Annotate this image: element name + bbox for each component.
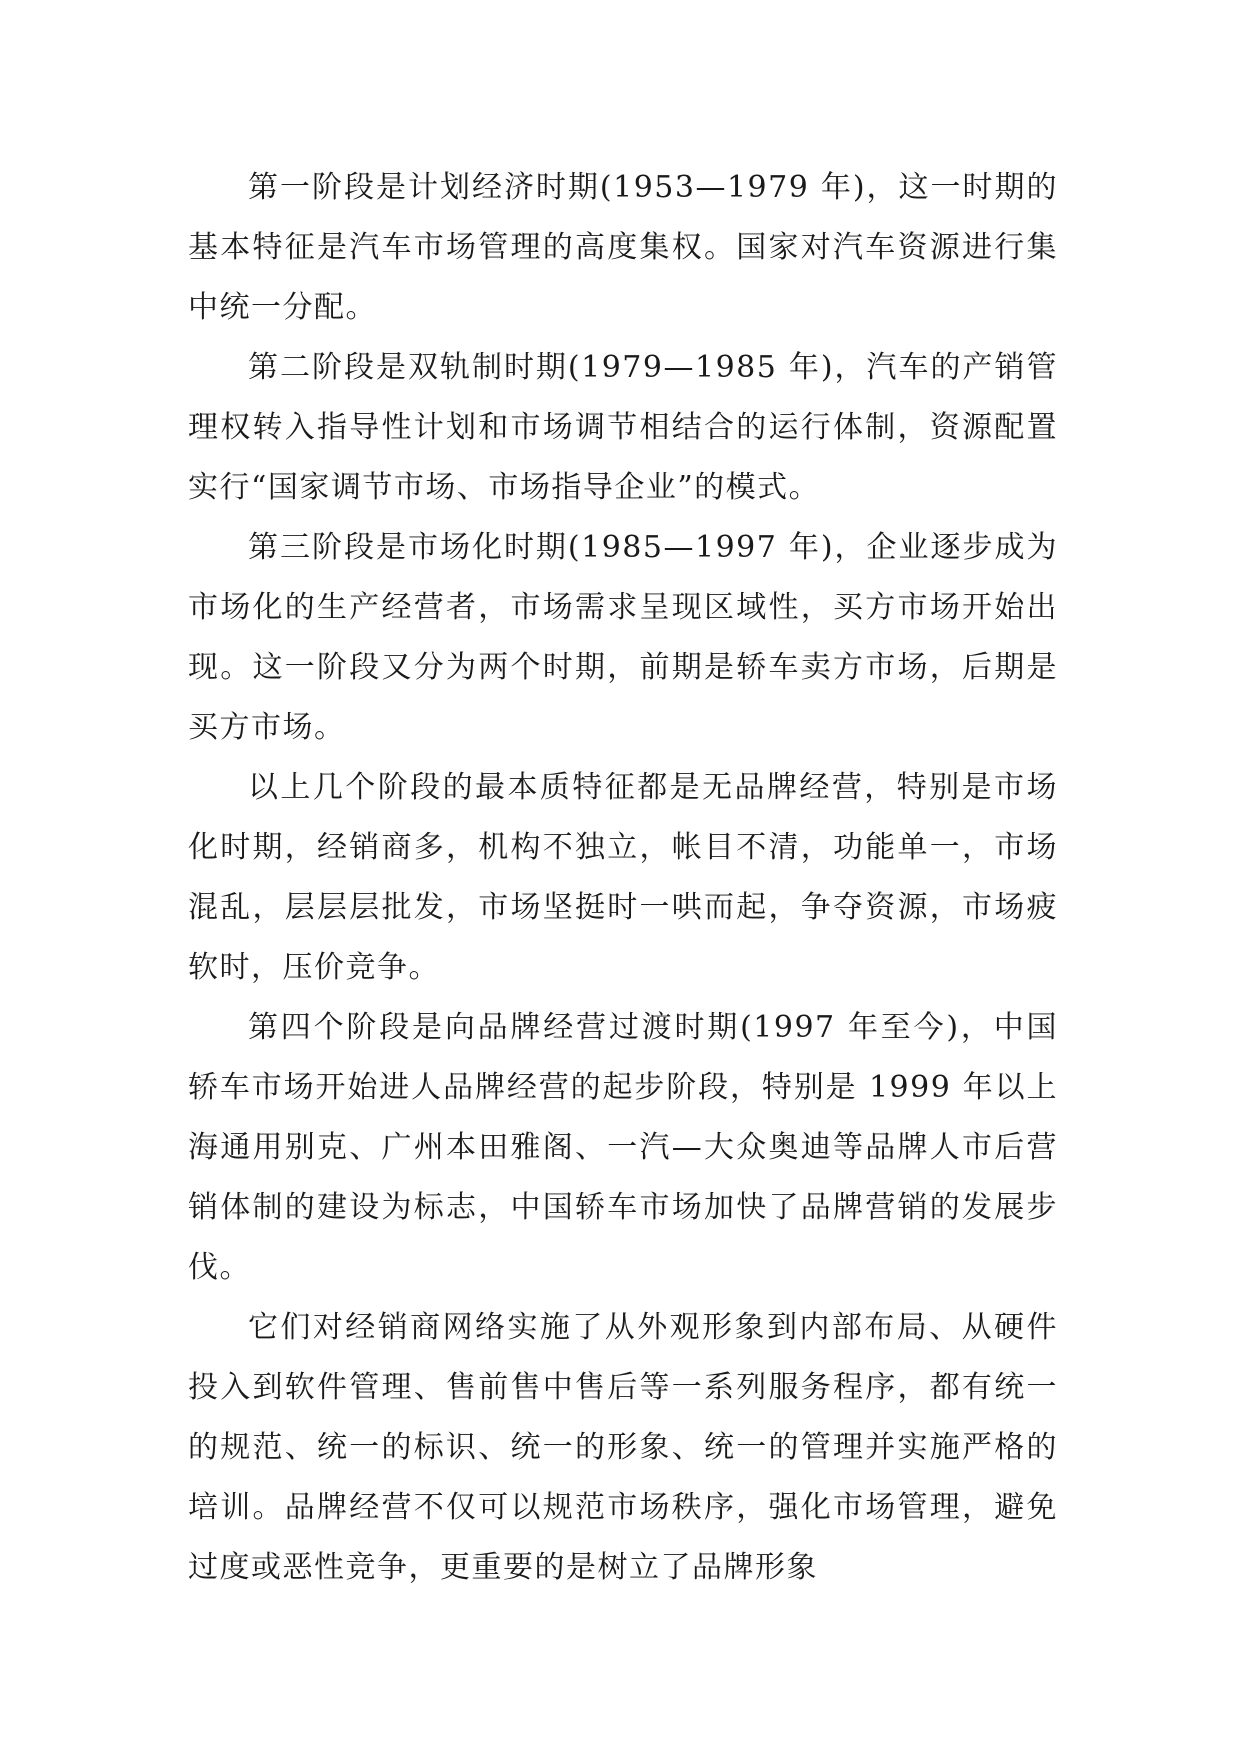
paragraph-planned-economy: 第一阶段是计划经济时期(1953—1979 年)，这一时期的基本特征是汽车市场管理的高度集权。国家对汽车资源进行集中统一分配。 bbox=[188, 170, 1058, 325]
paragraph-marketization: 第三阶段是市场化时期(1985—1997 年)，企业逐步成为市场化的生产经营者，市场需求呈现区域性，买方市场开始出现。这一阶段又分为两个时期，前期是轿车卖方市场，后期是买方市场。 bbox=[188, 530, 1058, 745]
paragraph-dealer-network: 它们对经销商网络实施了从外观形象到内部布局、从硬件投入到软件管理、售前售中售后等一系列服务程序，都有统一的规范、统一的标识、统一的形象、统一的管理并实施严格的培训。品牌经营不仅可以规范市场秩序，强化市场管理，避免过度或恶性竞争，更重要的是树立了品牌形象 bbox=[188, 1310, 1058, 1585]
paragraph-dual-track: 第二阶段是双轨制时期(1979—1985 年)，汽车的产销管理权转入指导性计划和市场调节相结合的运行体制，资源配置实行“国家调节市场、市场指导企业”的模式。 bbox=[188, 350, 1058, 505]
document-body bbox=[188, 158, 1058, 1598]
paragraph-no-brand-summary: 以上几个阶段的最本质特征都是无品牌经营，特别是市场化时期，经销商多，机构不独立，帐目不清，功能单一，市场混乱，层层层批发，市场坚挺时一哄而起，争夺资源，市场疲软时，压价竞争。 bbox=[188, 770, 1058, 985]
paragraph-brand-transition: 第四个阶段是向品牌经营过渡时期(1997 年至今)，中国轿车市场开始进人品牌经营的起步阶段，特别是 1999 年以上海通用别克、广州本田雅阁、一汽—大众奥迪等品牌人市后营销体制的建设为标志，中国轿车市场加快了品牌营销的发展步伐。 bbox=[188, 1010, 1058, 1285]
